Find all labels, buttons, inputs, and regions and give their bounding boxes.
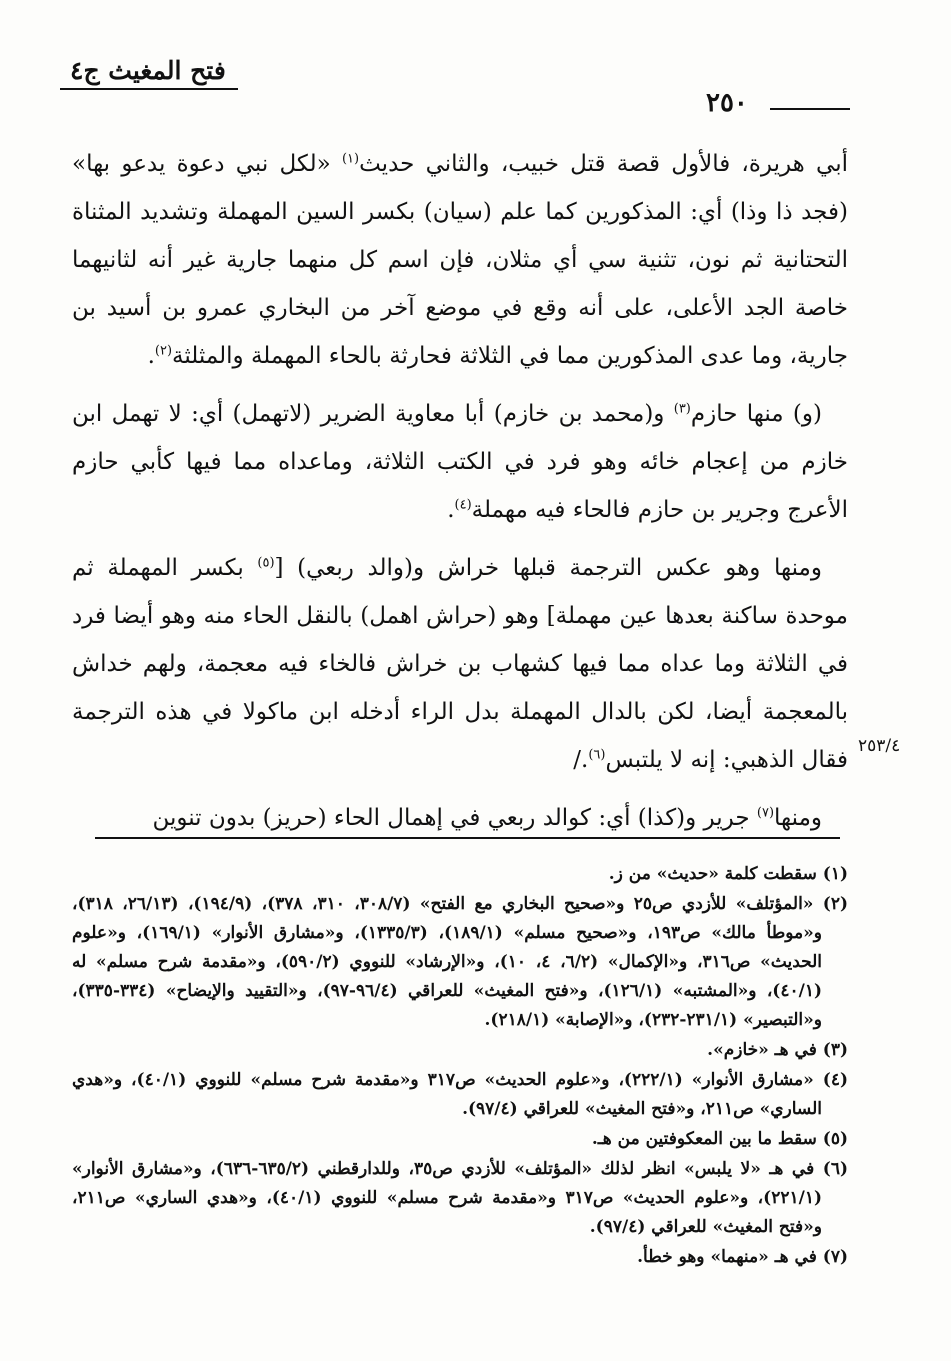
text-run: «لكل نبي دعوة يدعو بها» (فجد ذا وذا) أي: المذكورين كما علم (سيان) بكسر السين المهملة وتشديد المثناة التحتانية ثم نون، تثنية سي أي مثلان، فإن اسم كل منهما جارية غير أنه لثانيهما خاصة الجد الأعلى، على أنه وقع في موضع آخر من البخاري عمرو بن أسيد بن جارية، وما عدى المذكورين مما في الثلاثة فحارثة بالحاء المهملة والمثلثة xyxy=(72,151,848,369)
page-number-rule xyxy=(770,108,850,110)
footnote-marker: (١) xyxy=(341,151,360,167)
text-run: . xyxy=(447,497,455,523)
footnote: (١) سقطت كلمة «حديث» من ز. xyxy=(608,864,848,884)
footnote-marker: (٤) xyxy=(454,497,472,513)
paragraph xyxy=(72,794,848,842)
text-run: جرير و(كذا) أي: كوالد ربعي في إهمال الحاء (حريز) بدون تنوين xyxy=(152,805,757,831)
footnote-marker: (٧) xyxy=(756,805,775,821)
margin-page-reference: ٢٥٣/٤ xyxy=(858,736,901,756)
footnote-marker: (٦) xyxy=(588,747,606,763)
text-run: . xyxy=(147,343,155,369)
footnote-rule xyxy=(95,837,840,839)
text-run: ./ xyxy=(573,747,589,773)
footnote: (٥) سقط ما بين المعكوفتين من هـ. xyxy=(591,1129,848,1149)
footnote: (٤) «مشارق الأنوار» (٢٢٢/١)، و«علوم الحديث» ص٣١٧ و«مقدمة شرح مسلم» للنووي (٤٠/١)، و«هدي الساري» ص٢١١، و«فتح المغيث» للعراقي (٩٧/٤). xyxy=(72,1070,848,1119)
running-title: فتح المغيث ج٤ xyxy=(70,56,226,85)
footnotes xyxy=(72,860,848,1272)
text-run: (و) منها حازم xyxy=(690,401,822,427)
text-run: ومنها وهو عكس الترجمة قبلها خراش و(والد ربعي) [ xyxy=(274,555,822,581)
text-run: بكسر المهملة ثم موحدة ساكنة بعدها عين مهملة] وهو (حراش اهمل) بالنقل الحاء منه وهو أيضا فرد في الثلاثة وما عداه مما فيها كشهاب بن خراش فالخاء فيه معجمة، ولهم خداش بالمعجمة أيضا، لكن بالدال المهملة بدل الراء أدخله ابن ماكولا في هذه الترجمة فقال الذهبي: إنه لا يلتبس xyxy=(72,555,848,773)
footnote-marker: (٢) xyxy=(154,343,173,359)
footnote: (٦) في هـ «لا يلبس» انظر لذلك «المؤتلف» للأزدي ص٣٥، وللدارقطني (٦٣٥/٢-٦٣٦)، و«مشارق الأنوار» (٢٢١/١)، و«علوم الحديث» ص٣١٧ و«مقدمة شرح مسلم» للنووي (٤٠/١)، و«هدي الساري» ص٢١١، و«فتح المغيث» للعراقي (٩٧/٤). xyxy=(72,1159,848,1237)
paragraph xyxy=(72,390,848,534)
text-run: أبي هريرة، فالأول قصة قتل خبيب، والثاني حديث xyxy=(359,151,849,177)
text-run: ومنها xyxy=(774,805,822,831)
footnote: (٢) «المؤتلف» للأزدي ص٢٥ و«صحيح البخاري مع الفتح» (٣٠٨/٧، ٣١٠، ٣٧٨)، (١٩٤/٩)، (٢٦/١٣، ٣١٨)، و«موطأ مالك» ص١٩٣، و«صحيح مسلم» (١٨٩/١)، (١٣٣٥/٣)، و«مشارق الأنوار» (١٦٩/١)، و«علوم الحديث» ص٣١٦، و«الإكمال» (٦/٢، ٤، ١٠)، و«الإرشاد» للنووي (٥٩٠/٢)، و«مقدمة شرح مسلم» له (٤٠/١)، و«المشتبه» (١٢٦/١)، و«فتح المغيث» للعراقي (٩٦/٤-٩٧)، و«التقييد والإيضاح» (٣٣٤-٣٣٥)، و«التبصير» (٢٣١/١-٢٣٢)، و«الإصابة» (٢١٨/١). xyxy=(72,894,849,1030)
text-run: و(محمد بن خازم) أبا معاوية الضرير (لاتهمل) أي: لا تهمل ابن خازم من إعجام خائه وهو فرد في الكتب الثلاثة، وماعداه مما فيها كأبي حازم الأعرج وجرير بن حازم فالحاء فيه مهملة xyxy=(72,401,848,523)
paragraph xyxy=(72,140,848,380)
footnote: (٣) في هـ «خازم». xyxy=(707,1040,848,1060)
paragraph xyxy=(72,544,848,784)
header-rule xyxy=(60,88,238,90)
page-number: ٢٥٠ xyxy=(706,88,748,118)
footnote-marker: (٥) xyxy=(257,555,275,571)
main-text xyxy=(72,140,848,842)
footnote-marker: (٣) xyxy=(673,401,691,417)
footnote: (٧) في هـ «منهما» وهو خطأ. xyxy=(637,1247,848,1267)
